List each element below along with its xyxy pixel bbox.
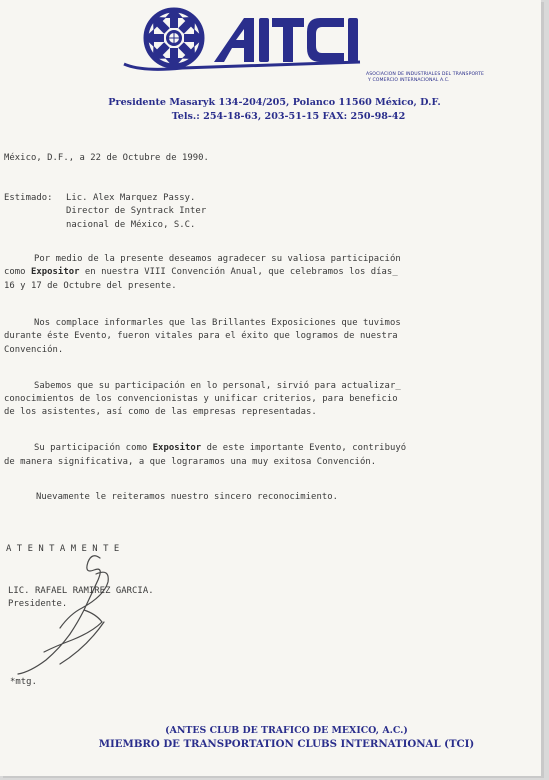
letterhead-address: Presidente Masaryk 134-204/205, Polanco 11560 México, D.F. bbox=[108, 97, 441, 108]
logo-subtitle bbox=[366, 72, 486, 84]
paragraph-3-line-1: Sabemos que su participación en lo personal, sirvió para actualizar_ bbox=[34, 381, 401, 391]
closing: A T E N T A M E N T E bbox=[6, 544, 120, 554]
paragraph-2-line-3: Convención. bbox=[4, 345, 64, 355]
logo-subtitle-line2: Y COMERCIO INTERNACIONAL A.C. bbox=[368, 78, 450, 83]
letter-date: México, D.F., a 22 de Octubre de 1990. bbox=[4, 153, 209, 163]
footer-line-1: (ANTES CLUB DE TRAFICO DE MEXICO, A.C.) bbox=[165, 725, 408, 736]
aitci-logo bbox=[122, 2, 485, 92]
paragraph-1-line-2: como Expositor en nuestra VIII Convención Anual, que celebramos los días_ bbox=[4, 267, 398, 277]
paragraph-4-line-2: de manera significativa, a que lograramos una muy exitosa Convención. bbox=[4, 457, 377, 467]
expositor-emphasis: Expositor bbox=[30, 267, 80, 277]
recipient-line-2: Director de Syntrack Inter bbox=[66, 206, 207, 216]
expositor-emphasis-2: Expositor bbox=[152, 443, 202, 453]
footer-line-2: MIEMBRO DE TRANSPORTATION CLUBS INTERNATIONAL (TCI) bbox=[98, 738, 475, 750]
paragraph-4-line-1: Su participación como Expositor de este importante Evento, contribuyó bbox=[34, 443, 407, 453]
paragraph-3-line-2: conocimientos de los convencionistas y unificar criterios, para beneficio bbox=[4, 394, 398, 404]
logo-subtitle-line1: ASOCIACION DE INDUSTRIALES DEL TRANSPORTE bbox=[366, 72, 485, 77]
logo-graphic bbox=[122, 2, 372, 92]
paragraph-2-line-2: durante éste Evento, fueron vitales para el éxito que logramos de nuestra bbox=[4, 331, 398, 341]
signer-title: Presidente. bbox=[8, 599, 68, 609]
handwritten-signature bbox=[0, 548, 140, 688]
paragraph-5-line-1: Nuevamente le reiteramos nuestro sincero reconocimiento. bbox=[36, 492, 339, 502]
paragraph-1-line-3: 16 y 17 de Octubre del presente. bbox=[4, 281, 177, 291]
signer-name: LIC. RAFAEL RAMIREZ GARCIA. bbox=[8, 586, 154, 596]
recipient-line-1: Lic. Alex Marquez Passy. bbox=[66, 193, 196, 203]
recipient-line-3: nacional de México, S.C. bbox=[66, 220, 196, 230]
typist-initials: *mtg. bbox=[10, 677, 37, 687]
salutation: Estimado: bbox=[4, 193, 53, 203]
paragraph-1-line-1: Por medio de la presente deseamos agradecer su valiosa participación bbox=[34, 254, 401, 264]
letterhead-phones: Tels.: 254-18-63, 203-51-15 FAX: 250-98-42 bbox=[171, 111, 406, 122]
paragraph-2-line-1: Nos complace informarles que las Brillantes Exposiciones que tuvimos bbox=[34, 318, 401, 328]
paragraph-3-line-3: de los asistentes, así como de las empresas representadas. bbox=[4, 407, 317, 417]
